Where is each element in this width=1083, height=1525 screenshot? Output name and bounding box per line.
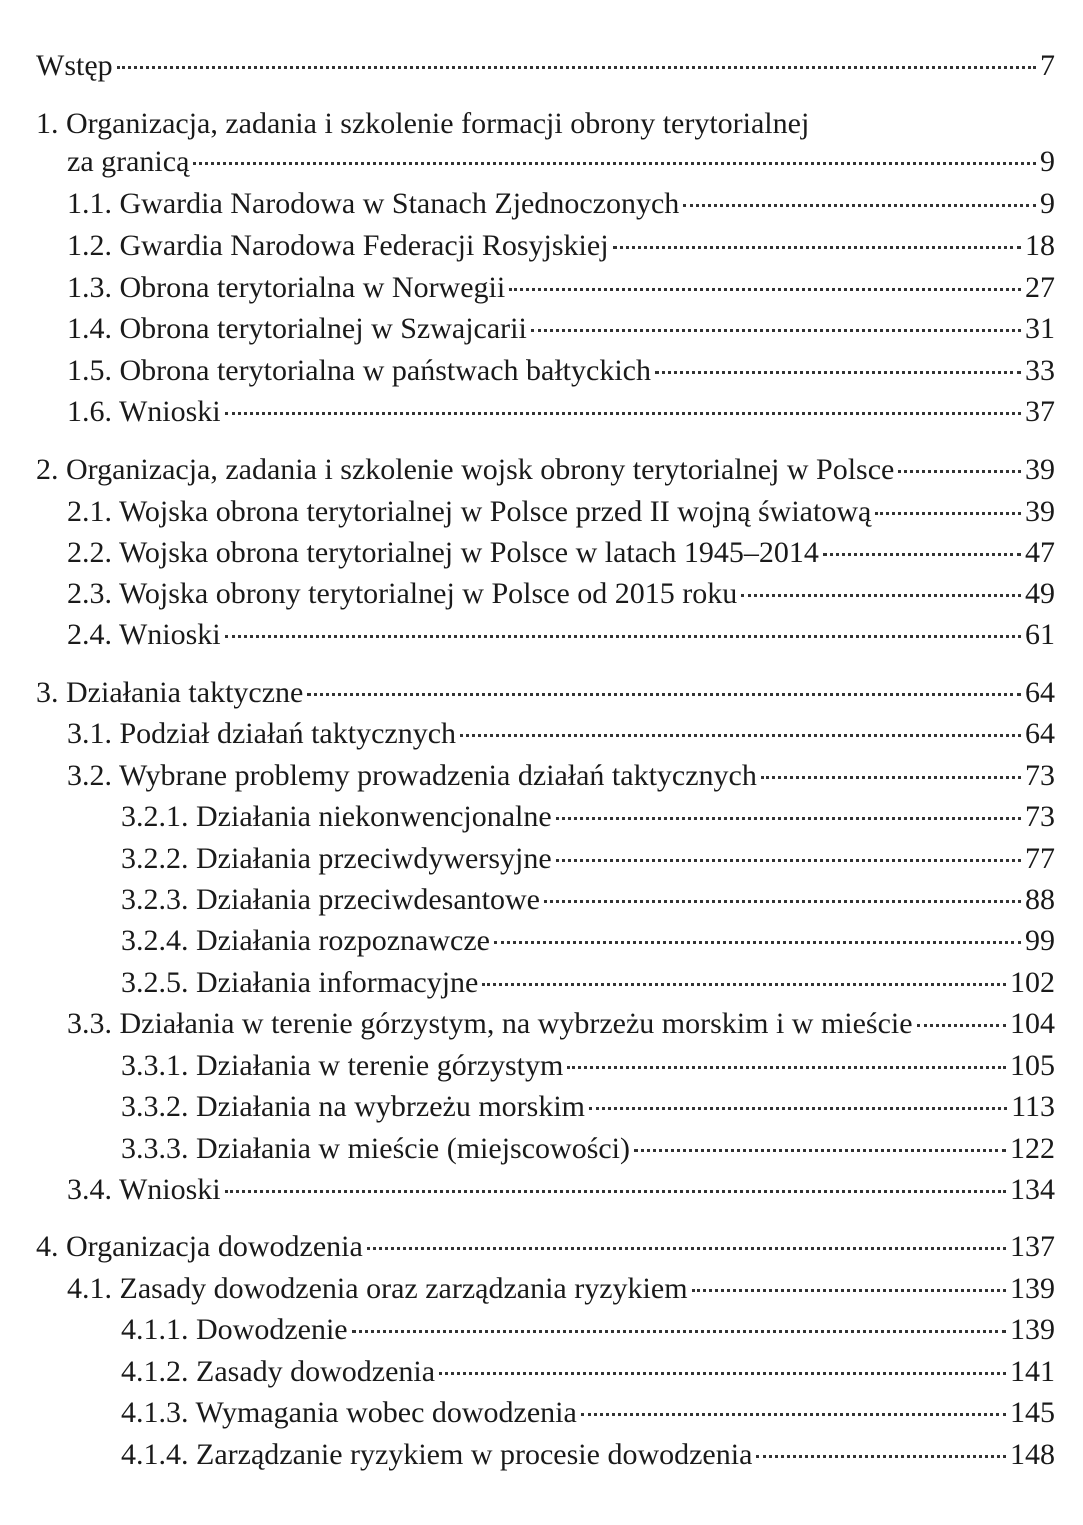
toc-entry-page: 148 [1010,1438,1055,1471]
dot-leader [352,1330,1006,1333]
toc-entry-label: 3.3.1. Działania w terenie górzystym [121,1049,564,1082]
toc-entry-page: 73 [1025,759,1055,792]
toc-entry-label: 3.3.3. Działania w mieście (miejscowości) [121,1132,631,1165]
dot-leader [509,288,1021,291]
toc-entry [121,1437,1055,1473]
toc-entry-page: 137 [1010,1230,1055,1263]
toc-entry [67,1172,1055,1208]
dot-leader [756,1455,1006,1458]
toc-entry-page: 99 [1025,924,1055,957]
toc-entry-page: 49 [1025,577,1055,610]
toc-entry-label: 3.1. Podział działań taktycznych [67,717,457,750]
toc-chapter-title-line1: 1. Organizacja, zadania i szkolenie formacji obrony terytorialnej [36,107,810,140]
toc-entry [121,923,1055,959]
toc-entry-label: 4.1. Zasady dowodzenia oraz zarządzania ryzykiem [67,1272,688,1305]
dot-leader [307,693,1021,696]
toc-entry [67,270,1055,306]
toc-entry [121,965,1055,1001]
dot-leader [225,412,1021,415]
dot-leader [581,1413,1006,1416]
toc-entry-page: 7 [1040,49,1055,82]
toc-entry-page: 141 [1010,1355,1055,1388]
dot-leader [439,1372,1006,1375]
toc-entry-label: 4.1.4. Zarządzanie ryzykiem w procesie dowodzenia [121,1438,753,1471]
dot-leader [567,1066,1006,1069]
toc-entry-label: 3. Działania taktyczne [36,676,304,709]
toc-entry-label: 3.2.5. Działania informacyjne [121,966,479,999]
toc-entry-label: 1.2. Gwardia Narodowa Federacji Rosyjskiej [67,229,609,262]
toc-entry [67,494,1055,530]
toc-entry-page: 64 [1025,717,1055,750]
dot-leader [875,512,1021,515]
toc-entry-label: Wstęp [36,49,113,82]
toc-entry-label: 1.3. Obrona terytorialna w Norwegii [67,271,506,304]
toc-entry-label: 2.1. Wojska obrona terytorialnej w Polsce przed II wojną światową [67,495,872,528]
toc-entry-page: 27 [1025,271,1055,304]
toc-entry-label: 4. Organizacja dowodzenia [36,1230,363,1263]
toc-entry [121,1131,1055,1167]
toc-entry [36,48,1055,84]
toc-entry-label: 2.3. Wojska obrony terytorialnej w Polsce od 2015 roku [67,577,738,610]
toc-entry-label: 1.5. Obrona terytorialna w państwach bałtyckich [67,354,651,387]
dot-leader [460,734,1021,737]
toc-entry [121,882,1055,918]
toc-entry [36,675,1055,711]
dot-leader [367,1247,1006,1250]
dot-leader [761,776,1021,779]
dot-leader [193,162,1036,165]
dot-leader [741,594,1021,597]
toc-entry-label: 4.1.3. Wymagania wobec dowodzenia [121,1396,577,1429]
dot-leader [482,983,1006,986]
toc-entry-label: 3.3.2. Działania na wybrzeżu morskim [121,1090,586,1123]
toc-entry-label: 3.3. Działania w terenie górzystym, na wybrzeżu morskim i w mieście [67,1007,913,1040]
toc-entry-page: 104 [1010,1007,1055,1040]
dot-leader [225,635,1021,638]
toc-entry-page: 31 [1025,312,1055,345]
toc-entry-label: 3.2.2. Działania przeciwdywersyjne [121,842,552,875]
toc-entry-page: 73 [1025,800,1055,833]
dot-leader [117,66,1036,69]
toc-entry-page: 113 [1011,1090,1055,1123]
toc-entry-page: 37 [1025,395,1055,428]
toc-entry [36,1229,1055,1265]
dot-leader [917,1024,1006,1027]
toc-entry [67,311,1055,347]
toc-entry-page: 61 [1025,618,1055,651]
dot-leader [589,1107,1007,1110]
dot-leader [494,941,1021,944]
toc-entry [121,799,1055,835]
toc-entry-page: 39 [1025,495,1055,528]
toc-entry-label: 3.2.3. Działania przeciwdesantowe [121,883,540,916]
toc-entry-page: 134 [1010,1173,1055,1206]
dot-leader [823,553,1021,556]
dot-leader [655,371,1021,374]
toc-entry [121,1048,1055,1084]
toc-entry [67,716,1055,752]
toc-entry [121,1395,1055,1431]
dot-leader [898,470,1021,473]
dot-leader [634,1149,1006,1152]
dot-leader [683,204,1036,207]
toc-entry-label: 2.2. Wojska obrona terytorialnej w Polsce w latach 1945–2014 [67,536,819,569]
toc-entry-label: 1.6. Wnioski [67,395,221,428]
toc-entry-label: 4.1.2. Zasady dowodzenia [121,1355,436,1388]
toc-entry [121,1354,1055,1390]
toc-entry-page: 33 [1025,354,1055,387]
toc-entry-page: 18 [1025,229,1055,262]
toc-entry [67,576,1055,612]
dot-leader [613,246,1021,249]
toc-entry-page: 145 [1010,1396,1055,1429]
toc-entry [36,452,1055,488]
toc-entry [67,758,1055,794]
toc-entry [67,144,1055,180]
toc-entry [67,353,1055,389]
dot-leader [531,329,1021,332]
toc-entry [67,394,1055,430]
toc-entry-label: za granicą [67,145,190,178]
toc-entry-page: 139 [1010,1272,1055,1305]
toc-entry-label: 3.2.4. Działania rozpoznawcze [121,924,490,957]
toc-entry-page: 77 [1025,842,1055,875]
toc-entry-label: 4.1.1. Dowodzenie [121,1313,348,1346]
toc-entry-label: 2.4. Wnioski [67,618,221,651]
toc-entry-page: 39 [1025,453,1055,486]
toc-entry [121,1089,1055,1125]
toc-entry-page: 64 [1025,676,1055,709]
dot-leader [544,900,1021,903]
dot-leader [225,1190,1006,1193]
toc-entry [121,1312,1055,1348]
toc-entry [67,1006,1055,1042]
toc-entry [67,617,1055,653]
dot-leader [556,859,1021,862]
toc-entry-label: 2. Organizacja, zadania i szkolenie wojsk obrony terytorialnej w Polsce [36,453,895,486]
toc-entry-label: 3.2.1. Działania niekonwencjonalne [121,800,552,833]
toc-entry-page: 88 [1025,883,1055,916]
toc-entry-page: 122 [1010,1132,1055,1165]
toc-entry-page: 105 [1010,1049,1055,1082]
toc-entry-page: 102 [1010,966,1055,999]
dot-leader [692,1289,1006,1292]
toc-entry-label: 3.2. Wybrane problemy prowadzenia działań taktycznych [67,759,757,792]
toc-entry [67,228,1055,264]
toc-entry [67,1271,1055,1307]
dot-leader [556,817,1021,820]
toc-entry [67,186,1055,222]
toc-entry [67,535,1055,571]
toc-entry-label: 1.4. Obrona terytorialnej w Szwajcarii [67,312,527,345]
toc-entry-label: 3.4. Wnioski [67,1173,221,1206]
toc-entry-page: 9 [1040,145,1055,178]
toc-entry-page: 9 [1040,187,1055,220]
toc-entry [121,841,1055,877]
toc-entry-page: 47 [1025,536,1055,569]
toc-entry-page: 139 [1010,1313,1055,1346]
toc-entry-label: 1.1. Gwardia Narodowa w Stanach Zjednoczonych [67,187,680,220]
